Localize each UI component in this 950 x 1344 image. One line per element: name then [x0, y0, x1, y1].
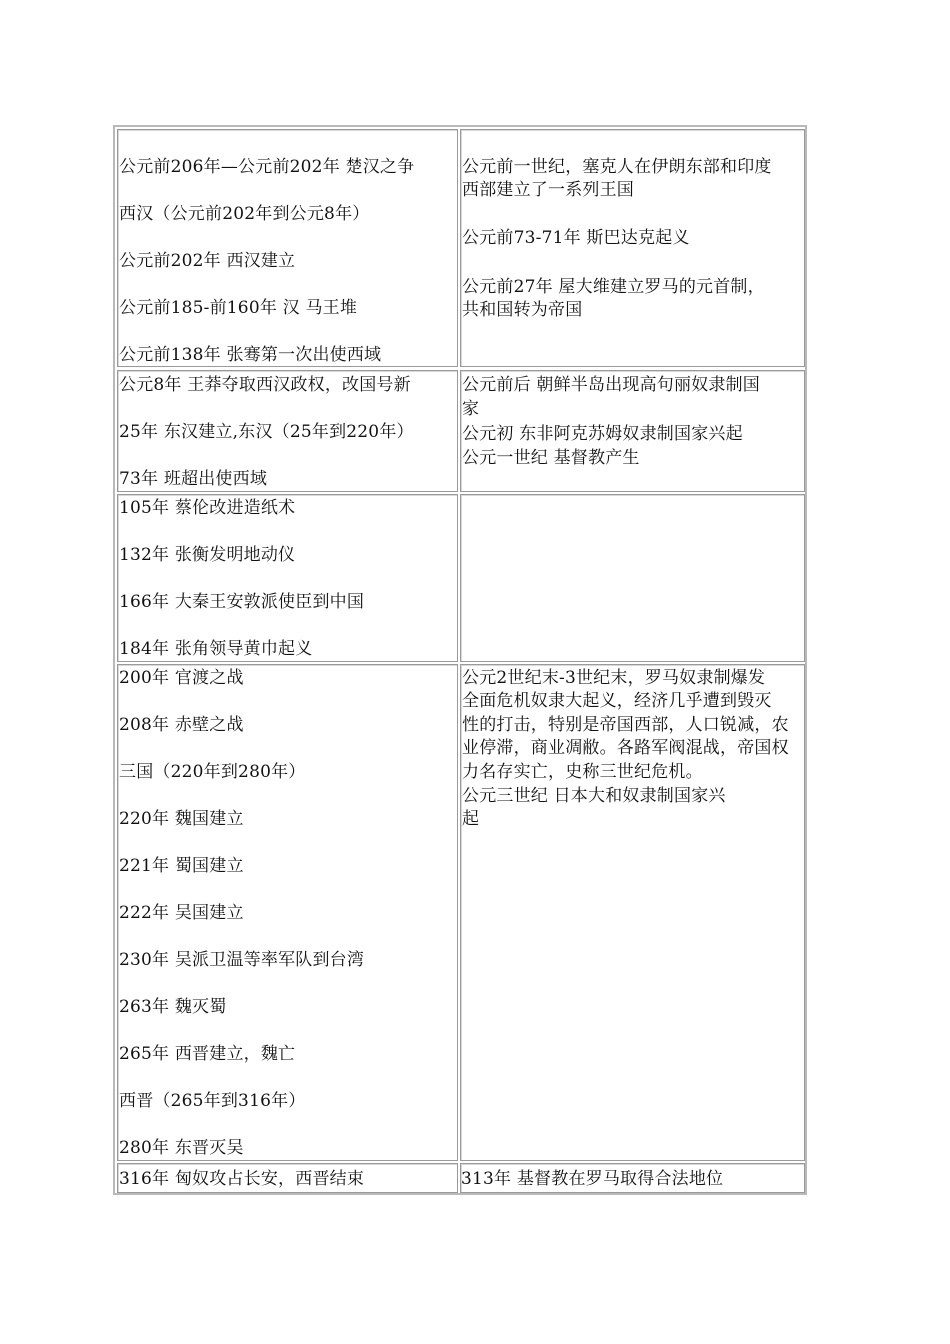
text-line: 公元8年 王莽夺取西汉政权，改国号新	[119, 375, 411, 395]
row-2-right-cell	[460, 370, 805, 492]
text-line: 313年 基督教在罗马取得合法地位	[461, 1169, 724, 1189]
row-4-left-cell	[117, 664, 458, 1161]
timeline-table	[113, 125, 807, 1195]
text-line: 公元前27年 屋大维建立罗马的元首制，	[462, 277, 765, 297]
text-line: 共和国转为帝国	[462, 300, 583, 320]
text-line: 公元初 东非阿克苏姆奴隶制国家兴起	[462, 424, 743, 444]
row-3-left-cell	[117, 494, 458, 662]
text-line: 230年 吴派卫温等率军队到台湾	[119, 950, 365, 970]
text-line: 力名存实亡，史称三世纪危机。	[462, 762, 703, 782]
row-4-right-cell	[460, 664, 805, 1161]
text-line: 263年 魏灭蜀	[119, 997, 227, 1017]
text-line: 132年 张衡发明地动仪	[119, 545, 296, 565]
text-line: 280年 东晋灭吴	[119, 1138, 244, 1158]
text-line: 西汉（公元前202年到公元8年）	[119, 204, 370, 224]
text-line: 222年 吴国建立	[119, 903, 244, 923]
text-line: 公元前一世纪，塞克人在伊朗东部和印度	[462, 157, 772, 177]
text-line: 三国（220年到280年）	[119, 762, 306, 782]
text-line: 316年 匈奴攻占长安，西晋结束	[119, 1169, 365, 1189]
text-line: 73年 班超出使西域	[119, 469, 268, 489]
text-line: 166年 大秦王安敦派使臣到中国	[119, 592, 365, 612]
text-line: 西部建立了一系列王国	[462, 180, 634, 200]
text-line: 起	[462, 809, 480, 829]
text-line: 公元前206年—公元前202年 楚汉之争	[119, 157, 415, 177]
text-line: 公元前185-前160年 汉 马王堆	[119, 298, 358, 318]
text-line: 公元一世纪 基督教产生	[462, 448, 640, 468]
text-line: 公元前138年 张骞第一次出使西域	[119, 345, 382, 365]
text-line: 265年 西晋建立，魏亡	[119, 1044, 296, 1064]
row-2-left-cell	[117, 370, 458, 492]
row-5-right-cell	[460, 1163, 805, 1193]
text-line: 公元前后 朝鲜半岛出现高句丽奴隶制国	[462, 375, 761, 395]
text-line: 200年 官渡之战	[119, 668, 244, 688]
text-line: 西晋（265年到316年）	[119, 1091, 306, 1111]
text-line: 性的打击，特别是帝国西部，人口锐减，农	[462, 715, 789, 735]
text-line: 105年 蔡伦改进造纸术	[119, 498, 296, 518]
text-line: 184年 张角领导黄巾起义	[119, 639, 313, 659]
text-line: 家	[462, 399, 480, 419]
text-line: 220年 魏国建立	[119, 809, 244, 829]
text-line: 业停滞，商业凋敝。各路军阀混战，帝国权	[462, 738, 789, 758]
row-5-left-cell	[117, 1163, 458, 1193]
text-line: 25年 东汉建立,东汉（25年到220年）	[119, 422, 414, 442]
row-3-right-cell	[460, 494, 805, 662]
text-line: 公元前73-71年 斯巴达克起义	[462, 228, 690, 248]
text-line: 208年 赤壁之战	[119, 715, 244, 735]
text-line: 公元2世纪末-3世纪末，罗马奴隶制爆发	[462, 668, 766, 688]
row-1-right-cell	[460, 129, 805, 367]
text-line: 公元前202年 西汉建立	[119, 251, 296, 271]
row-1-left-cell	[117, 129, 458, 367]
text-line: 221年 蜀国建立	[119, 856, 244, 876]
text-line: 全面危机奴隶大起义，经济几乎遭到毁灭	[462, 691, 772, 711]
text-line: 公元三世纪 日本大和奴隶制国家兴	[462, 786, 726, 806]
